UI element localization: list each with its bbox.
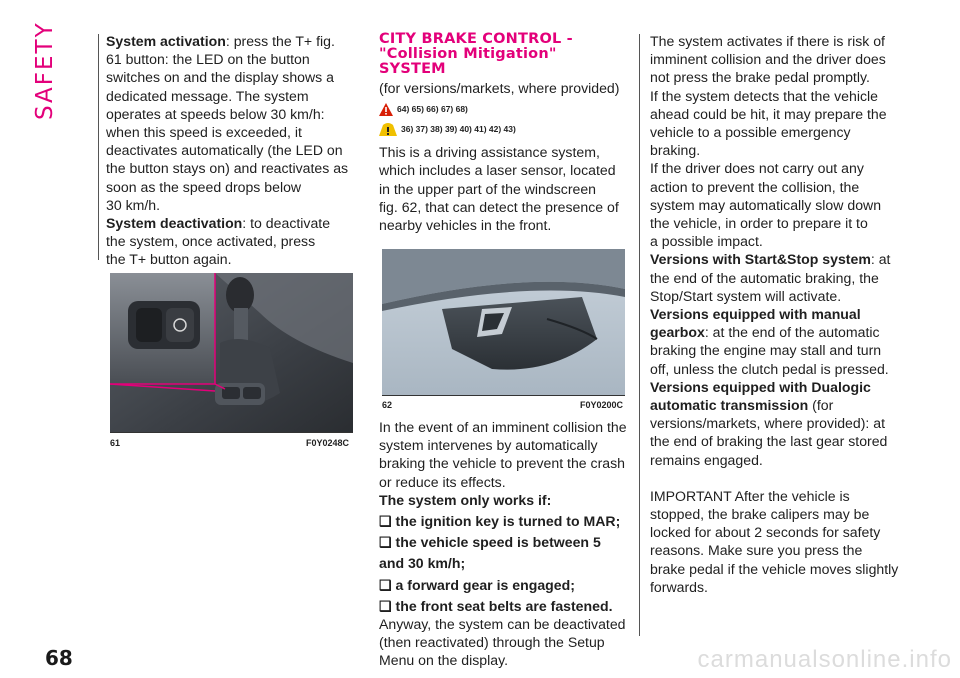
text-line: 30 km/h.	[106, 196, 161, 213]
anyway-paragraph	[379, 615, 635, 670]
dualogic-label: Versions equipped with Dualogic	[650, 378, 871, 395]
figure-62-number: 62	[382, 400, 393, 410]
caution-icon	[379, 123, 397, 136]
text-line: which includes a laser sensor, located	[379, 162, 616, 179]
heading-line: "Collision Mitigation"	[379, 46, 557, 62]
text-line: when this speed is exceeded, it	[106, 124, 302, 141]
text-line: system intervenes by automatically	[379, 437, 598, 454]
manual-label: Versions equipped with manual	[650, 306, 861, 323]
warning-refs-1: 64) 65) 66) 67) 68)	[397, 104, 468, 115]
conditions-list	[379, 512, 635, 615]
text-line: versions/markets, where provided): at	[650, 415, 885, 432]
text-line: in the upper part of the windscreen	[379, 180, 597, 197]
deactivation-lines	[106, 232, 362, 268]
activation-paragraph	[106, 32, 362, 50]
text-line: stopped, the brake calipers may be	[650, 506, 870, 523]
startstop-paragraph: Versions with Start&Stop system: at	[650, 251, 891, 268]
text-line: brake pedal if the vehicle moves slightly	[650, 560, 899, 577]
dualogic-paragraph	[650, 378, 912, 469]
manual-label-line	[650, 323, 912, 341]
figure-61-number: 61	[110, 438, 121, 448]
condition-item: and 30 km/h;	[379, 555, 466, 572]
text-line: braking.	[650, 142, 701, 159]
text-line: This is a driving assistance system,	[379, 144, 600, 161]
condition-item: ❑ the vehicle speed is between 5	[379, 534, 601, 551]
deactivation-paragraph	[106, 214, 362, 232]
dualogic-text: (for	[808, 397, 834, 414]
section-title: SAFETY	[32, 21, 58, 120]
text-line: operates at speeds below 30 km/h:	[106, 105, 325, 122]
column-2-lower	[379, 418, 635, 670]
text-line: off, unless the clutch pedal is pressed.	[650, 360, 889, 377]
column-1	[106, 32, 362, 269]
text-line: the end of the automatic braking, the	[650, 269, 879, 286]
text-line: If the driver does not carry out any	[650, 160, 864, 177]
condition-item: ❑ the ignition key is turned to MAR;	[379, 513, 621, 530]
subtitle: (for versions/markets, where provided)	[379, 80, 620, 96]
text-line: the button stays on) and reactivates as	[106, 160, 349, 177]
text-line: the T+ button again.	[106, 251, 232, 268]
activation-description	[650, 32, 912, 250]
text-line: action to prevent the collision, the	[650, 178, 860, 195]
text-line: nearby vehicles in the front.	[379, 217, 552, 234]
page-number: 68	[45, 646, 73, 670]
deactivation-label: System deactivation	[106, 215, 243, 232]
works-if-label: The system only works if:	[379, 491, 552, 508]
text-line: locked for about 2 seconds for safety	[650, 524, 881, 541]
text-line: the end of braking the last gear stored	[650, 433, 888, 450]
manual-label-2: gearbox	[650, 324, 705, 341]
text-line: If the system detects that the vehicle	[650, 87, 878, 104]
text-line: vehicle to a possible emergency	[650, 124, 851, 141]
figure-62-image	[382, 249, 625, 395]
activation-label: System activation	[106, 33, 226, 49]
column-2	[379, 32, 635, 234]
startstop-lines	[650, 269, 912, 305]
text-line: the vehicle, in order to prepare it to	[650, 215, 868, 232]
text-line: system may automatically slow down	[650, 196, 882, 213]
text-line: The system activates if there is risk of	[650, 33, 885, 49]
text-line: or reduce its effects.	[379, 473, 506, 490]
heading-line: CITY BRAKE CONTROL -	[379, 31, 573, 47]
text-line: In the event of an imminent collision the	[379, 419, 627, 435]
figure-61-code: F0Y0248C	[306, 438, 350, 448]
dualogic-label-line	[650, 396, 912, 414]
text-line: reasons. Make sure you press the	[650, 542, 863, 559]
text-line: fig. 62, that can detect the presence of	[379, 198, 619, 215]
text-line: ahead could be hit, it may prepare the	[650, 105, 887, 122]
text-line: Stop/Start system will activate.	[650, 287, 842, 304]
text-line: not press the brake pedal promptly.	[650, 69, 870, 86]
text-line: soon as the speed drops below	[106, 178, 302, 195]
text-line: the system, once activated, press	[106, 233, 316, 250]
dualogic-label-2: automatic transmission	[650, 397, 809, 414]
warning-row-2	[379, 121, 635, 137]
intro-paragraph	[379, 143, 635, 234]
column-divider-left	[98, 34, 99, 260]
text-line: imminent collision and the driver does	[650, 51, 886, 68]
text-line: 61 button: the LED on the button	[106, 51, 310, 68]
text-line: Menu on the display.	[379, 652, 509, 669]
event-paragraph	[379, 418, 635, 491]
figure-61	[110, 273, 353, 433]
text-line: forwards.	[650, 578, 708, 595]
watermark: carmanualsonline.info	[697, 646, 952, 673]
text-line: braking the engine may stall and turn	[650, 342, 882, 359]
manual-gearbox-paragraph	[650, 305, 912, 378]
section-heading	[379, 32, 635, 77]
text-line: deactivates automatically (the LED on	[106, 142, 343, 159]
warning-refs-2: 36) 37) 38) 39) 40) 41) 42) 43)	[401, 124, 516, 135]
text-line: remains engaged.	[650, 451, 763, 468]
activation-text: : press the T+ fig.	[225, 33, 335, 49]
figure-61-image	[110, 273, 353, 432]
text-line: (then reactivated) through the Setup	[379, 634, 605, 651]
figure-62	[382, 249, 625, 396]
text-line: Anyway, the system can be deactivated	[379, 616, 626, 633]
text-line: switches on and the display shows a	[106, 69, 334, 86]
important-paragraph	[650, 487, 912, 596]
heading-line: SYSTEM	[379, 61, 446, 77]
text-line: dedicated message. The system	[106, 87, 309, 104]
figure-62-code: F0Y0200C	[580, 400, 624, 410]
deactivation-text: : to deactivate	[242, 215, 331, 232]
activation-lines	[106, 50, 362, 214]
warning-triangle-icon	[379, 103, 393, 116]
manual-text: : at the end of the automatic	[704, 324, 880, 341]
column-divider-right	[639, 34, 640, 636]
text-line: a possible impact.	[650, 233, 763, 250]
condition-item: ❑ the front seat belts are fastened.	[379, 597, 613, 614]
column-3	[650, 32, 912, 596]
warning-row-1	[379, 101, 635, 117]
text-line: IMPORTANT After the vehicle is	[650, 487, 850, 504]
condition-item: ❑ a forward gear is engaged;	[379, 576, 575, 593]
text-line: braking the vehicle to prevent the crash	[379, 455, 626, 472]
